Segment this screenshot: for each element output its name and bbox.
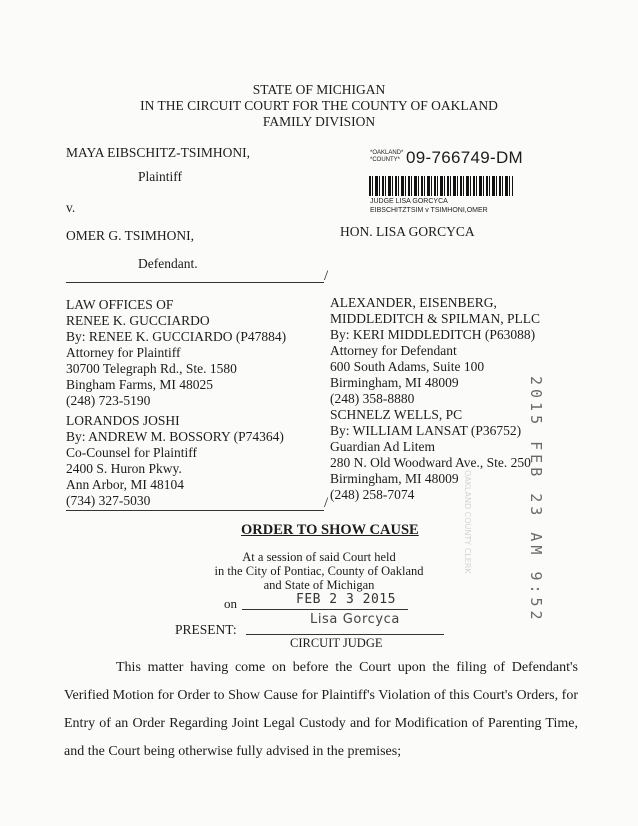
session-line: and State of Michigan xyxy=(263,578,375,592)
counsel-line: LORANDOS JOSHI xyxy=(66,413,180,428)
counsel-plaintiff-block xyxy=(66,297,286,409)
judge-signature: Lisa Gorcyca xyxy=(310,612,400,627)
counsel-slash: / xyxy=(324,495,329,511)
county-tag-2: *COUNTY* xyxy=(370,157,401,163)
caption-rule xyxy=(66,282,324,283)
counsel-cocounsel-block xyxy=(66,413,284,509)
counsel-line: By: WILLIAM LANSAT (P36752) xyxy=(330,423,522,438)
counsel-line: By: RENEE K. GUCCIARDO (P47884) xyxy=(66,329,287,344)
case-barcode xyxy=(369,176,513,196)
hearing-date: FEB 2 3 2015 xyxy=(296,592,396,607)
counsel-line: 30700 Telegraph Rd., Ste. 1580 xyxy=(66,361,237,376)
body-paragraph: This matter having come on before the Court upon the filing of Defendant's Verified Motion for Order to Show Cause for Plaintiff's Violation of this Court's Orders, for Entry of an Order Regarding Joint Legal Custody and for Modification of Parenting Time, and the Court being otherwise fully advised in the premises; xyxy=(64,660,578,759)
court-heading-division: FAMILY DIVISION xyxy=(262,114,376,129)
case-number: 09-766749-DM xyxy=(406,148,523,167)
counsel-line: Birmingham, MI 48009 xyxy=(330,471,459,486)
counsel-line: Bingham Farms, MI 48025 xyxy=(66,377,213,392)
label-parties: EIBSCHITZTSIM v TSIMHONI,OMER xyxy=(370,207,488,214)
present-line xyxy=(246,634,444,635)
filed-date-stamp: 2015 FEB 23 AM 9:52 xyxy=(527,376,545,624)
counsel-line: ALEXANDER, EISENBERG, xyxy=(330,295,497,310)
counsel-line: Ann Arbor, MI 48104 xyxy=(66,477,184,492)
counsel-line: (248) 723-5190 xyxy=(66,393,151,408)
counsel-line: 2400 S. Huron Pkwy. xyxy=(66,461,182,476)
on-label: on xyxy=(224,596,237,611)
session-block xyxy=(0,550,638,592)
clerk-stamp: OAKLAND COUNTY CLERK xyxy=(463,470,472,574)
counsel-line: Guardian Ad Litem xyxy=(330,439,435,454)
counsel-line: RENEE K. GUCCIARDO xyxy=(66,313,210,328)
counsel-line: Co-Counsel for Plaintiff xyxy=(66,445,197,460)
judge-caption: HON. LISA GORCYCA xyxy=(340,224,475,239)
counsel-defendant-block xyxy=(330,295,540,407)
versus: v. xyxy=(66,200,76,215)
counsel-line: (248) 358-8880 xyxy=(330,391,415,406)
session-line: in the City of Pontiac, County of Oakland xyxy=(214,564,424,578)
counsel-line: LAW OFFICES OF xyxy=(66,297,174,312)
counsel-line: By: KERI MIDDLEDITCH (P63088) xyxy=(330,327,536,342)
plaintiff-label: Plaintiff xyxy=(138,169,183,184)
county-tag-1: *OAKLAND* xyxy=(370,150,404,156)
court-heading-state: STATE OF MICHIGAN xyxy=(252,82,386,97)
counsel-line: Birmingham, MI 48009 xyxy=(330,375,459,390)
counsel-line: (248) 258-7074 xyxy=(330,487,415,502)
counsel-rule xyxy=(66,510,324,511)
court-heading-circuit: IN THE CIRCUIT COURT FOR THE COUNTY OF OAKLAND xyxy=(140,98,498,113)
counsel-gal-block xyxy=(330,407,531,503)
order-title: ORDER TO SHOW CAUSE xyxy=(241,522,419,538)
defendant-label: Defendant. xyxy=(138,256,198,271)
counsel-line: 280 N. Old Woodward Ave., Ste. 250 xyxy=(330,455,531,470)
counsel-line: MIDDLEDITCH & SPILMAN, PLLC xyxy=(330,311,541,326)
counsel-line: (734) 327-5030 xyxy=(66,493,151,508)
date-line xyxy=(242,609,408,610)
counsel-line: 600 South Adams, Suite 100 xyxy=(330,359,485,374)
session-line: At a session of said Court held xyxy=(242,550,396,564)
defendant-name: OMER G. TSIMHONI, xyxy=(66,228,195,243)
label-judge: JUDGE LISA GORCYCA xyxy=(370,198,448,205)
counsel-line: By: ANDREW M. BOSSORY (P74364) xyxy=(66,429,284,444)
counsel-line: Attorney for Defendant xyxy=(330,343,457,358)
counsel-line: Attorney for Plaintiff xyxy=(66,345,181,360)
counsel-line: SCHNELZ WELLS, PC xyxy=(330,407,463,422)
caption-slash: / xyxy=(324,268,329,284)
judge-role: CIRCUIT JUDGE xyxy=(290,636,383,650)
plaintiff-name: MAYA EIBSCHITZ-TSIMHONI, xyxy=(66,145,251,160)
present-label: PRESENT: xyxy=(175,622,237,637)
